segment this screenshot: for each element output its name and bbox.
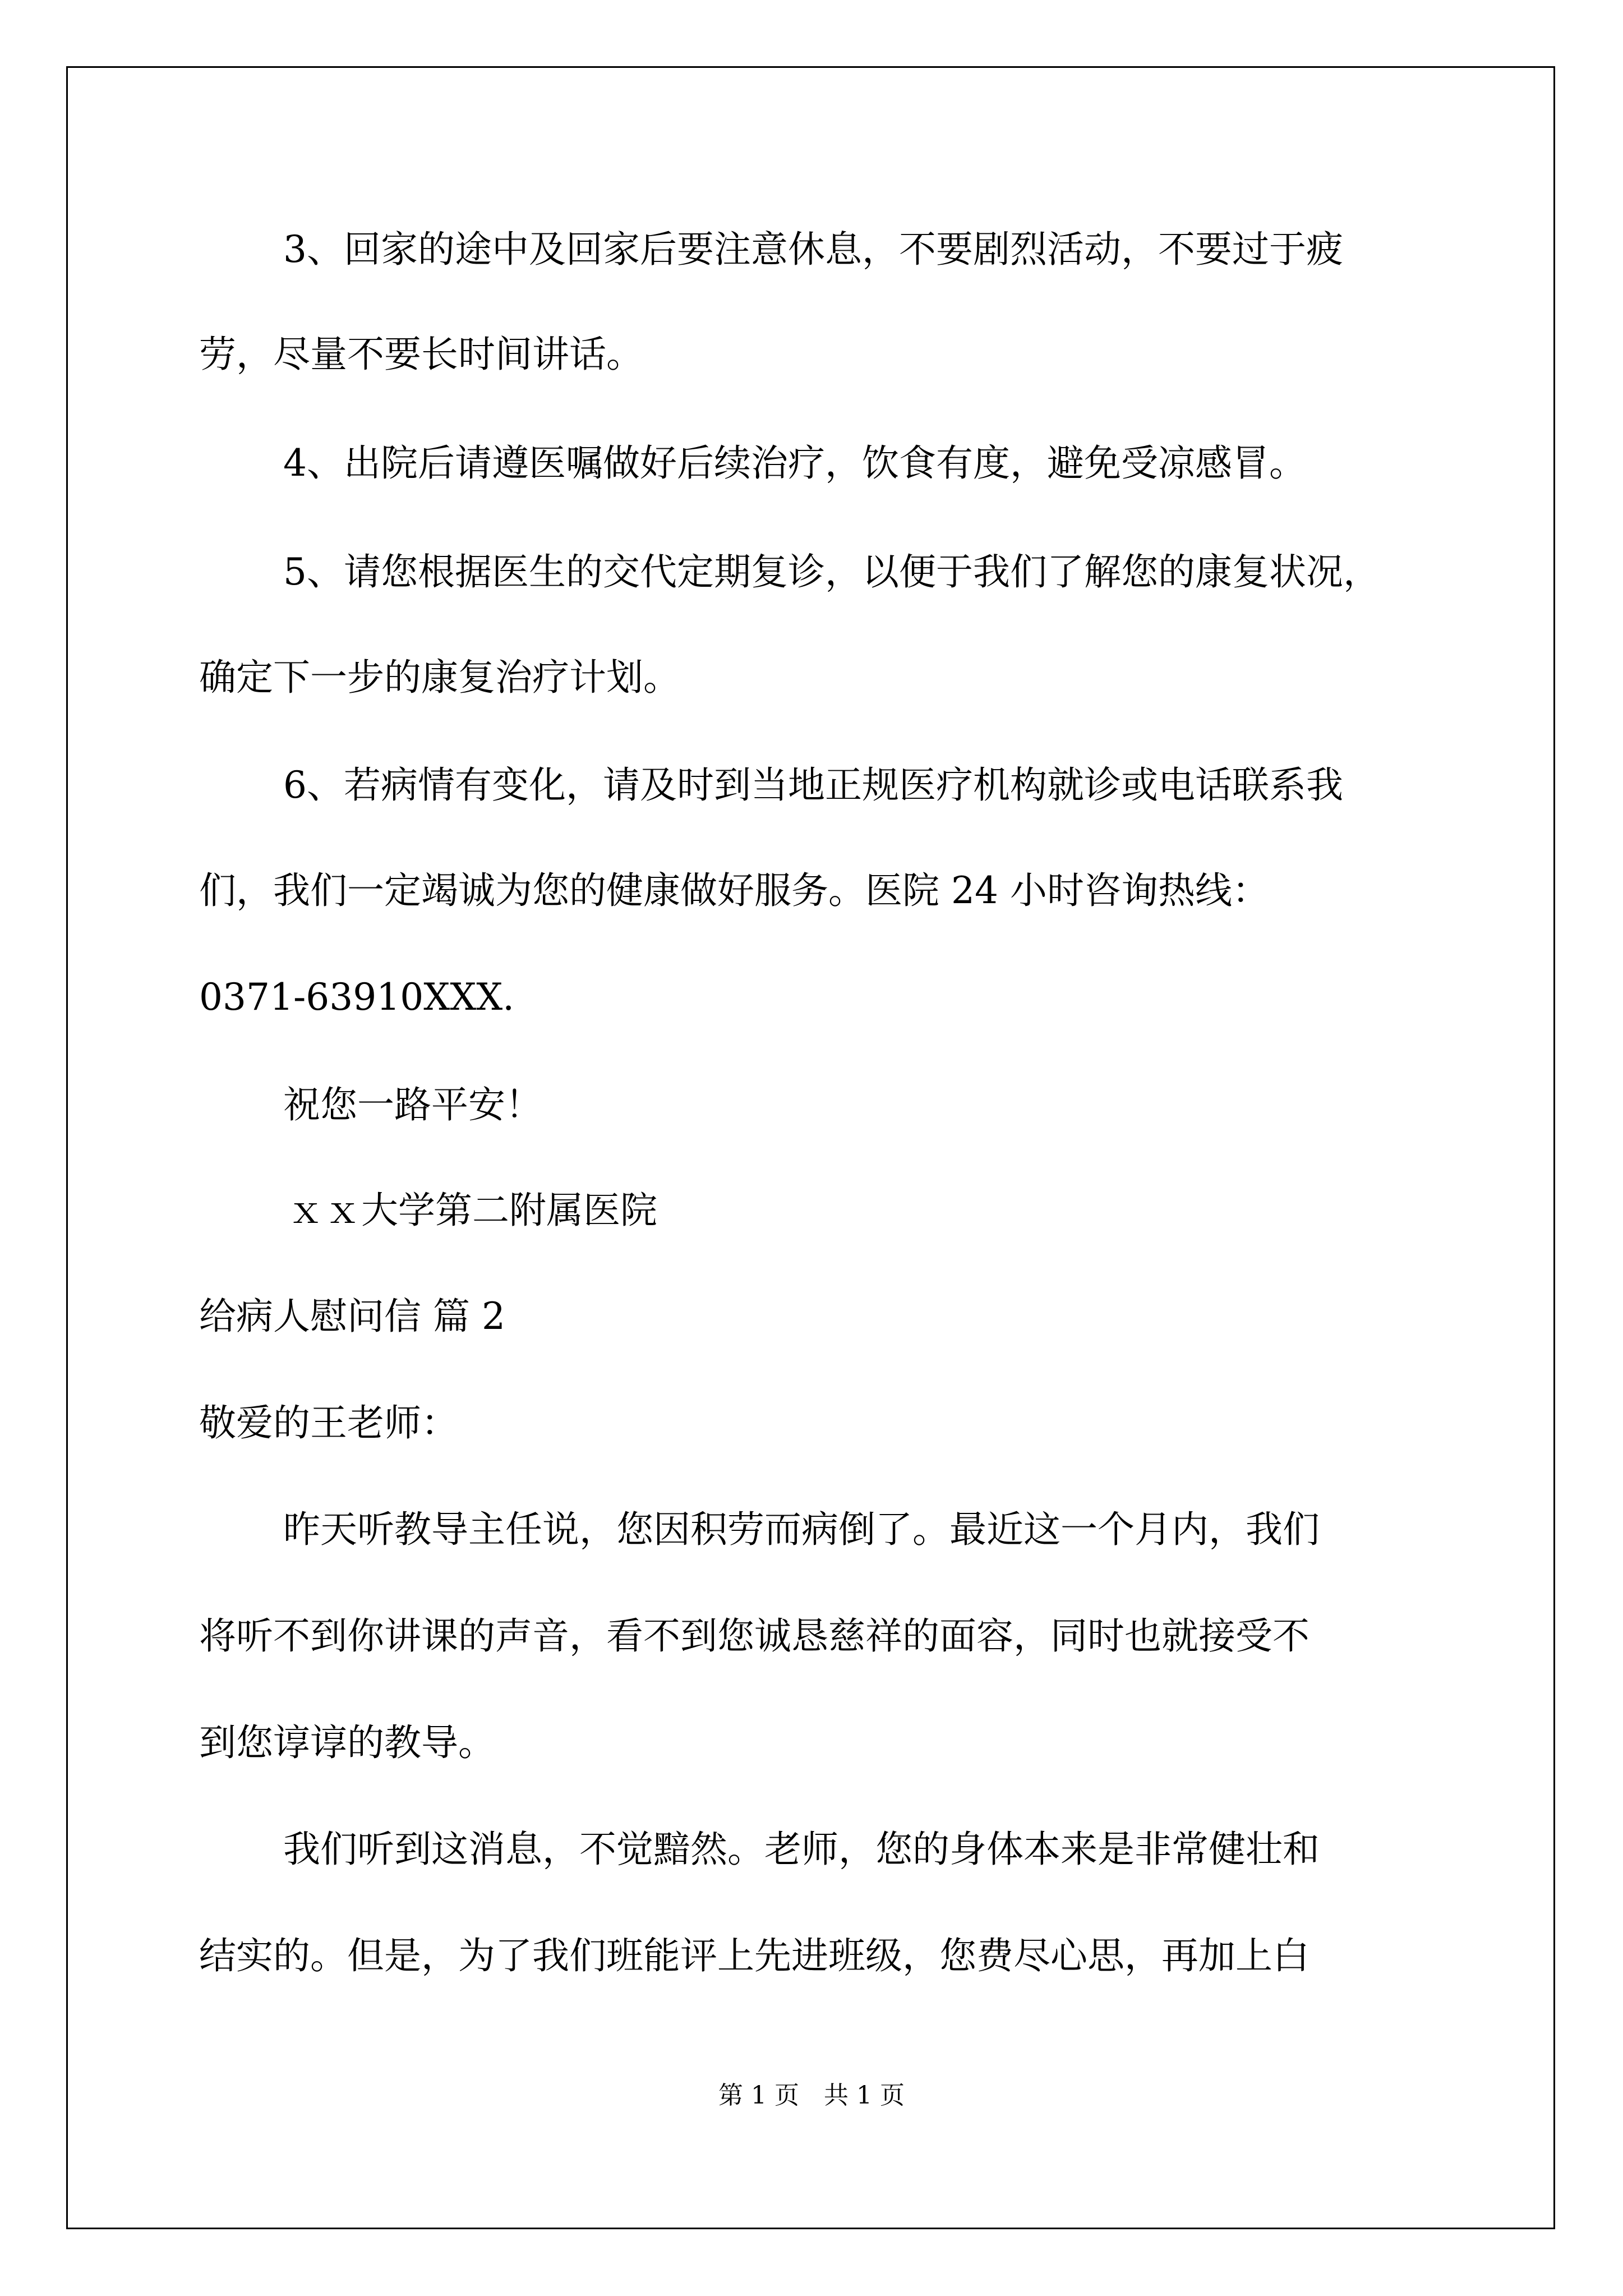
paragraph-line: 6、若病情有变化，请及时到当地正规医疗机构就诊或电话联系我 [283,763,1343,807]
letter-salutation: 敬爱的王老师： [199,1401,458,1444]
paragraph-line: 结实的。但是，为了我们班能评上先进班级，您费尽心思，再加上白 [199,1934,1310,1977]
paragraph-line: 们，我们一定竭诚为您的健康做好服务。医院 24 小时咨询热线： [199,869,1269,912]
paragraph-line: 将听不到你讲课的声音，看不到您诚恳慈祥的面容，同时也就接受不 [199,1614,1310,1658]
section-heading: 给病人慰问信 篇 2 [199,1295,505,1338]
paragraph-line: 劳，尽量不要长时间讲话。 [199,333,643,376]
paragraph-line: 昨天听教导主任说，您因积劳而病倒了。最近这一个月内，我们 [283,1508,1320,1551]
paragraph-line: 4、出院后请遵医嘱做好后续治疗，饮食有度，避免受凉感冒。 [283,441,1306,485]
signature-hospital: ｘｘ大学第二附属医院 [287,1189,657,1232]
paragraph-line: 我们听到这消息，不觉黯然。老师，您的身体本来是非常健壮和 [283,1828,1320,1871]
paragraph-line: 3、回家的途中及回家后要注意休息，不要剧烈活动，不要过于疲 [283,228,1343,271]
paragraph-line: 到您谆谆的教导。 [199,1721,495,1764]
closing-wish: 祝您一路平安！ [283,1083,542,1126]
paragraph-line: 确定下一步的康复治疗计划。 [199,656,680,699]
page-footer: 第 1 页 共 1 页 [718,2081,905,2110]
phone-number-line: 0371-63910XXX. [199,976,515,1019]
page-border [66,66,1555,2229]
paragraph-line: 5、请您根据医生的交代定期复诊，以便于我们了解您的康复状况， [283,550,1380,593]
